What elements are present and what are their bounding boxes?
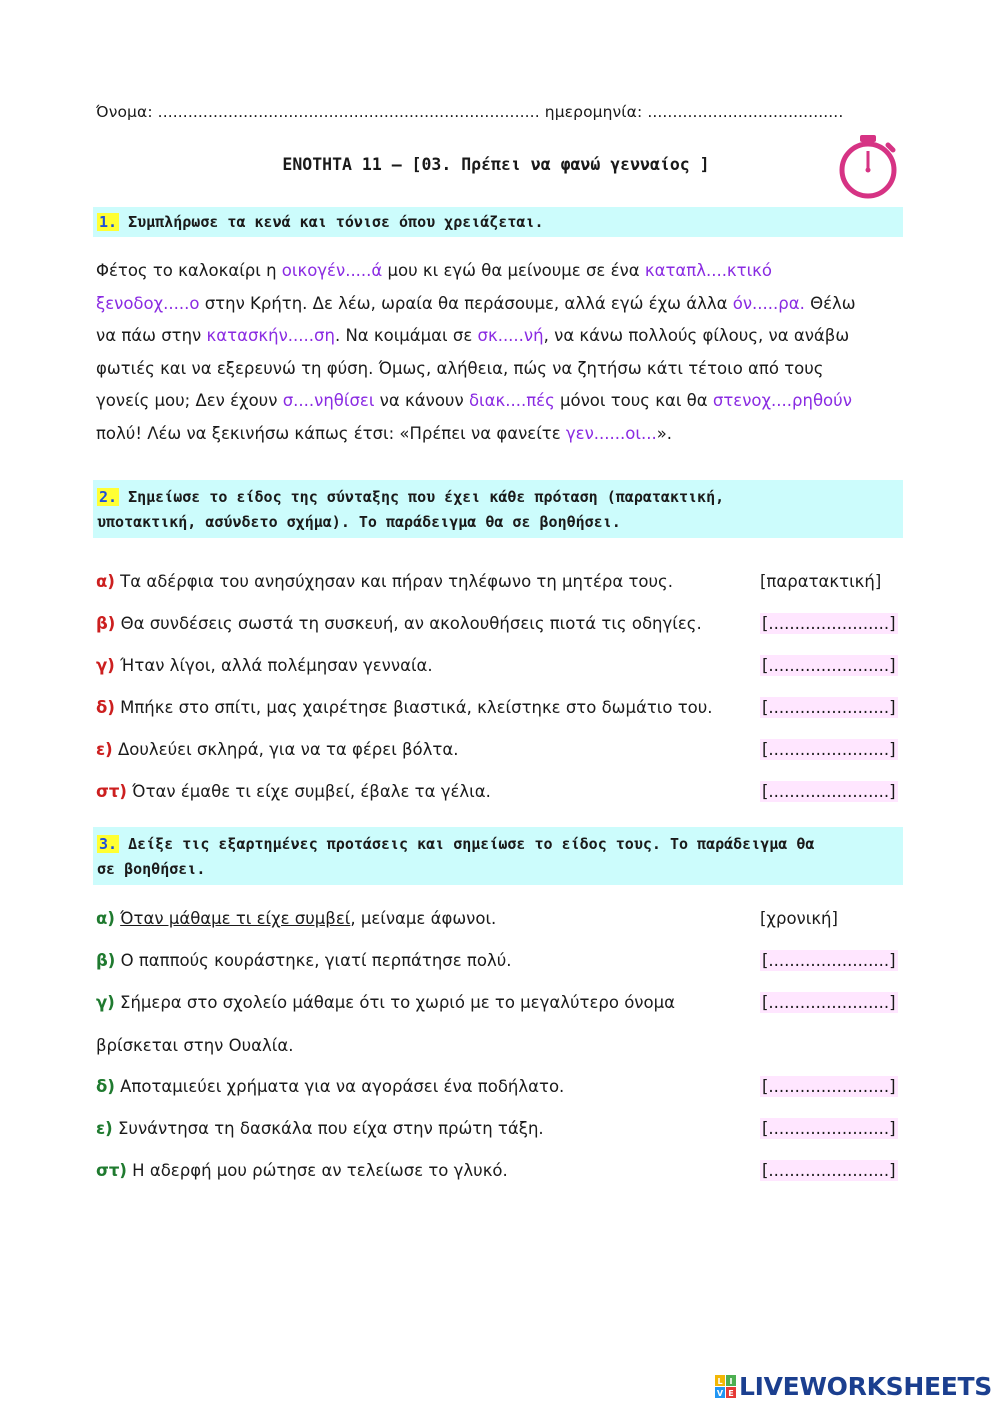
section2-heading-1: Σημείωσε το είδος της σύνταξης που έχει κάθε πρόταση (παρατακτική,: [128, 488, 725, 506]
section2-heading-2: υποτακτική, ασύνδετο σχήμα). Το παράδειγμα θα σε βοηθήσει.: [97, 513, 621, 531]
liveworksheets-logo-icon: [715, 1375, 737, 1399]
s3-item: ε) Συνάντησα τη δασκάλα που είχα στην πρώτη τάξη.: [96, 1119, 544, 1138]
s2-answer-field[interactable]: [.......................]: [762, 698, 896, 717]
para-line-1: Φέτος το καλοκαίρι η οικογέν.....ά μου κι εγώ θα μείνουμε σε ένα καταπλ....κτικό: [96, 261, 772, 280]
para-line-3: να πάω στην κατασκήν.....ση. Να κοιμάμαι σε σκ.....νή, να κάνω πολλούς φίλους, να ανάβω: [96, 326, 850, 345]
blank-field[interactable]: καταπλ....κτικό: [644, 261, 772, 280]
s3-answer-field[interactable]: [.......................]: [762, 1119, 896, 1138]
section1-paragraph: [96, 255, 906, 450]
s3-item: δ) Αποταμιεύει χρήματα για να αγοράσει ένα ποδήλατο.: [96, 1077, 565, 1096]
blank-field[interactable]: σκ.....νή: [477, 326, 544, 345]
brand-name: LIVEWORKSHEETS: [738, 1372, 992, 1401]
section3-number: 3.: [99, 835, 118, 853]
section1-number: 1.: [99, 213, 118, 231]
s2-item: δ) Μπήκε στο σπίτι, μας χαιρέτησε βιαστικά, κλείστηκε στο δωμάτιο του.: [96, 698, 713, 717]
blank-field[interactable]: στενοχ....ρηθούν: [712, 391, 852, 410]
s3-answer-field[interactable]: [.......................]: [762, 1161, 896, 1180]
section1-heading: Συμπλήρωσε τα κενά και τόνισε όπου χρειάζεται.: [128, 213, 544, 231]
s3-item: στ) Η αδερφή μου ρώτησε αν τελείωσε το γλυκό.: [96, 1161, 508, 1180]
s3-item: β) Ο παππούς κουράστηκε, γιατί περπάτησε πολύ.: [96, 951, 512, 970]
para-line-6: πολύ! Λέω να ξεκινήσω κάπως έτσι: «Πρέπει να φανείτε γεν......οι...».: [96, 423, 673, 443]
s2-answer-field[interactable]: [.......................]: [762, 782, 896, 801]
name-label: Όνομα:: [96, 103, 153, 121]
svg-text:V: V: [716, 1388, 724, 1398]
section2-number: 2.: [99, 488, 118, 506]
date-label: ημερομηνία:: [544, 103, 643, 121]
s3-item: γ) Σήμερα στο σχολείο μάθαμε ότι το χωριό με το μεγαλύτερο όνομα: [96, 993, 675, 1012]
stopwatch-icon: [830, 132, 906, 202]
section3-heading-bar: [93, 827, 903, 885]
s2-answer-field[interactable]: [.......................]: [762, 614, 896, 633]
s2-answer: [παρατακτική]: [760, 572, 882, 591]
s2-item: ε) Δουλεύει σκληρά, για να τα φέρει βόλτα.: [96, 740, 459, 759]
blank-field[interactable]: όν.....ρα.: [732, 293, 805, 313]
s2-item: α) Τα αδέρφια του ανησύχησαν και πήραν τηλέφωνο τη μητέρα τους.: [96, 572, 673, 591]
s2-answer-field[interactable]: [.......................]: [762, 740, 896, 759]
blank-field[interactable]: γεν......οι...: [565, 423, 657, 443]
svg-text:I: I: [729, 1376, 733, 1386]
s2-item: γ) Ήταν λίγοι, αλλά πολέμησαν γενναία.: [96, 656, 433, 675]
name-dots[interactable]: ............................................................................: [157, 103, 540, 121]
blank-field[interactable]: ξενοδοχ.....ο: [96, 293, 200, 313]
s2-item: β) Θα συνδέσεις σωστά τη συσκευή, αν ακολουθήσεις πιοτά τις οδηγίες.: [96, 614, 702, 633]
blank-field[interactable]: σ....νηθίσει: [282, 391, 375, 410]
page-title: ΕΝΟΤΗΤΑ 11 – [03. Πρέπει να φανώ γενναίος ]: [282, 155, 710, 174]
svg-text:L: L: [717, 1376, 723, 1386]
s3-item-continued: βρίσκεται στην Ουαλία.: [96, 1036, 294, 1055]
para-line-5: γονείς μου; Δεν έχουν σ....νηθίσει να κάνουν διακ....πές μόνοι τους και θα στενοχ....ρηθούν: [96, 391, 852, 410]
s3-answer-field[interactable]: [.......................]: [762, 951, 896, 970]
section3-heading-1: Δείξε τις εξαρτημένες προτάσεις και σημείωσε το είδος τους. Το παράδειγμα θα: [128, 835, 815, 853]
para-line-2: ξενοδοχ.....ο στην Κρήτη. Δε λέω, ωραία θα περάσουμε, αλλά εγώ έχω άλλα όν.....ρα. Θέλω: [96, 293, 856, 313]
section3-heading-2: σε βοηθήσει.: [97, 860, 206, 878]
section1-heading-bar: [93, 207, 903, 237]
para-line-4: φωτιές και να εξερευνώ τη φύση. Όμως, αλήθεια, πώς να ζητήσω κάτι τέτοιο από τους: [96, 358, 824, 378]
blank-field[interactable]: διακ....πές: [468, 391, 555, 410]
s2-answer-field[interactable]: [.......................]: [762, 656, 896, 675]
liveworksheets-logo: [715, 1372, 992, 1401]
s3-answer-field[interactable]: [.......................]: [762, 993, 896, 1012]
s2-item: στ) Όταν έμαθε τι είχε συμβεί, έβαλε τα γέλια.: [96, 782, 491, 801]
header-line: [96, 103, 843, 121]
svg-text:E: E: [728, 1388, 734, 1398]
s3-item: α) Όταν μάθαμε τι είχε συμβεί, μείναμε άφωνοι.: [96, 909, 497, 928]
blank-field[interactable]: οικογέν.....ά: [281, 261, 383, 280]
s3-answer: [χρονική]: [760, 909, 838, 928]
section2-heading-bar: [93, 480, 903, 538]
date-dots[interactable]: .......................................: [647, 103, 844, 121]
blank-field[interactable]: κατασκήν.....ση: [206, 326, 335, 345]
s3-answer-field[interactable]: [.......................]: [762, 1077, 896, 1096]
